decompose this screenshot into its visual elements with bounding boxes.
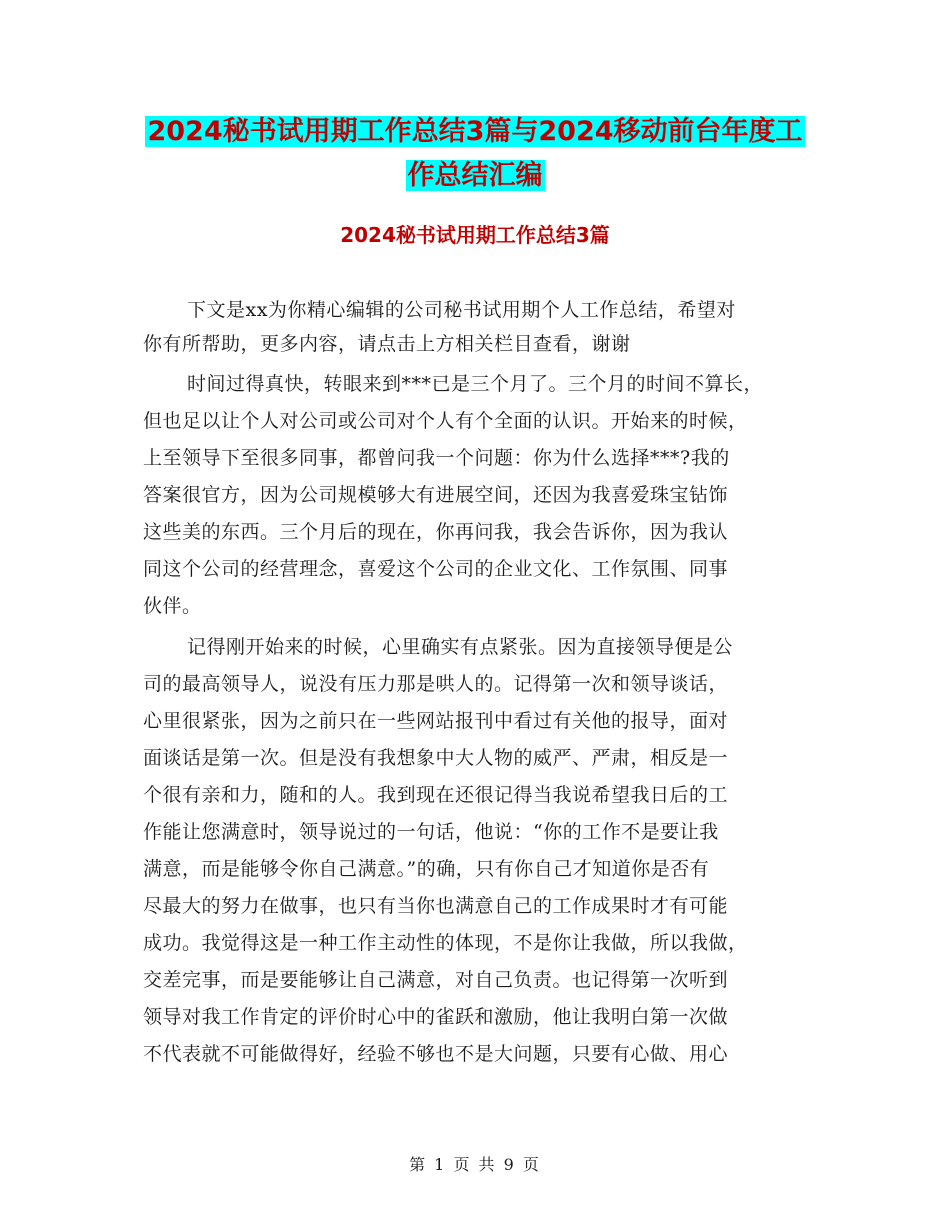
body-line: 尽最大的努力在做事，也只有当你也满意自己的工作成果时才有可能 <box>143 895 729 917</box>
title-highlight-2: 作总结汇编 <box>407 160 543 191</box>
body-line: 交差完事，而是要能够让自己满意，对自己负责。也记得第一次听到 <box>143 969 729 991</box>
title-highlight-1: 2024秘书试用期工作总结3篇与2024移动前台年度工 <box>147 116 803 147</box>
body-line: 答案很官方，因为公司规模够大有进展空间，还因为我喜爱珠宝钻饰 <box>143 484 729 506</box>
document-title-line-1 <box>0 110 950 154</box>
body-line: 面谈话是第一次。但是没有我想象中大人物的威严、严肃，相反是一 <box>143 747 729 769</box>
body-line: 作能让您满意时，领导说过的一句话，他说：“你的工作不是要让我 <box>143 821 719 843</box>
body-line: 下文是xx为你精心编辑的公司秘书试用期个人工作总结，希望对 <box>187 299 736 321</box>
page-footer: 第 1 页 共 9 页 <box>409 1155 541 1174</box>
body-line: 这些美的东西。三个月后的现在，你再问我，我会告诉你，因为我认 <box>143 521 729 543</box>
body-line: 司的最高领导人，说没有压力那是哄人的。记得第一次和领导谈话， <box>143 673 729 695</box>
body-line: 领导对我工作肯定的评价时心中的雀跃和激励，他让我明白第一次做 <box>143 1006 729 1028</box>
body-line: 时间过得真快，转眼来到***已是三个月了。三个月的时间不算长， <box>187 373 764 395</box>
section-title: 2024秘书试用期工作总结3篇 <box>340 223 610 247</box>
body-line: 同这个公司的经营理念，喜爱这个公司的企业文化、工作氛围、同事 <box>143 558 729 580</box>
body-line: 上至领导下至很多同事，都曾问我一个问题：你为什么选择***?我的 <box>143 447 730 469</box>
body-line: 你有所帮助，更多内容，请点击上方相关栏目查看，谢谢 <box>143 333 631 355</box>
body-line: 成功。我觉得这是一种工作主动性的体现，不是你让我做，所以我做， <box>143 932 748 954</box>
body-line: 记得刚开始来的时候，心里确实有点紧张。因为直接领导便是公 <box>187 636 734 658</box>
body-line: 但也足以让个人对公司或公司对个人有个全面的认识。开始来的时候， <box>143 410 748 432</box>
body-line: 个很有亲和力，随和的人。我到现在还很记得当我说希望我日后的工 <box>143 784 729 806</box>
body-line: 不代表就不可能做得好，经验不够也不是大问题，只要有心做、用心 <box>143 1043 729 1065</box>
body-line: 满意，而是能够令你自己满意。”的确，只有你自己才知道你是否有 <box>143 858 710 880</box>
document-title-line-2 <box>0 154 950 198</box>
body-line: 伙伴。 <box>143 595 202 617</box>
body-line: 心里很紧张，因为之前只在一些网站报刊中看过有关他的报导，面对 <box>143 710 729 732</box>
